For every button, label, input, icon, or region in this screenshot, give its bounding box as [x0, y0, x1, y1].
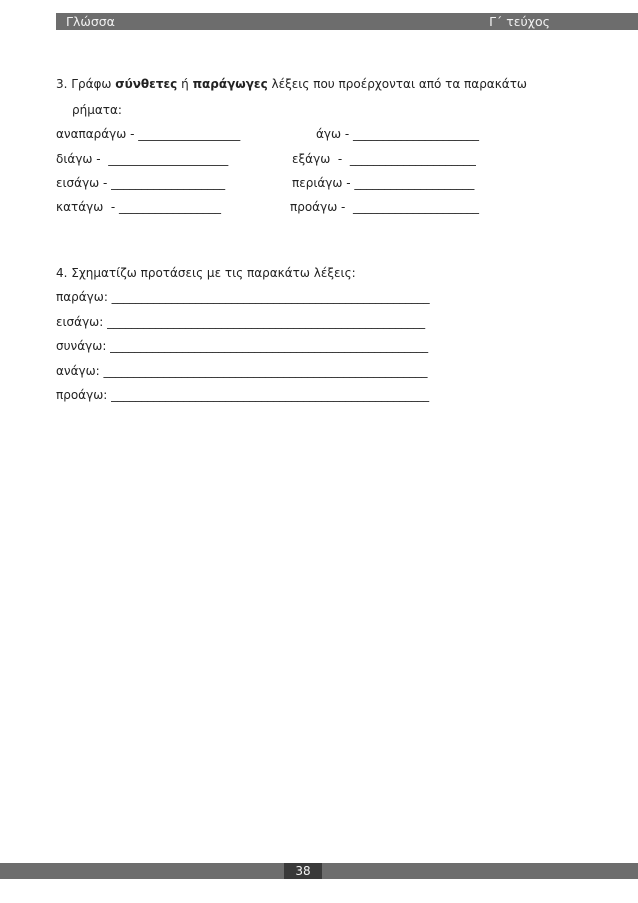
header-volume: Γ΄ τεύχος [489, 14, 550, 29]
exercise-3-bold-derivative: παράγωγες [192, 77, 268, 91]
exercise-4-line: προάγω: _____________________________________________________ [56, 388, 430, 402]
header-subject: Γλώσσα [66, 14, 115, 29]
exercise-4-line: παράγω: _____________________________________________________ [56, 290, 430, 304]
exercise-3-row-right: εξάγω - _____________________ [292, 152, 476, 166]
exercise-3-or: ή [181, 77, 189, 91]
header-bar [56, 13, 638, 30]
exercise-3-rest: λέξεις που προέρχονται από τα παρακάτω [271, 77, 527, 91]
exercise-3-row-right: περιάγω - ____________________ [292, 176, 475, 190]
exercise-4-title: 4. Σχηματίζω προτάσεις με τις παρακάτω λέξεις: [56, 266, 356, 280]
exercise-3-row-right: άγω - _____________________ [316, 127, 480, 141]
exercise-3-number: 3. [56, 77, 68, 91]
exercise-3-instruction [56, 77, 527, 91]
exercise-3-row-right: προάγω - _____________________ [290, 200, 480, 214]
exercise-3-intro: Γράφω [71, 77, 112, 91]
exercise-3-row-left: αναπαράγω - _________________ [56, 127, 241, 141]
exercise-3-bold-compound: σύνθετες [115, 77, 178, 91]
exercise-3-row-left: εισάγω - ___________________ [56, 176, 226, 190]
exercise-4-line: εισάγω: _____________________________________________________ [56, 315, 426, 329]
page-number: 38 [295, 864, 311, 878]
exercise-4-line: ανάγω: ______________________________________________________ [56, 364, 428, 378]
exercise-3-row-left: κατάγω - _________________ [56, 200, 222, 214]
exercise-4-line: συνάγω: _____________________________________________________ [56, 339, 429, 353]
exercise-3-instruction-line2: ρήματα: [72, 103, 122, 117]
exercise-3-row-left: διάγω - ____________________ [56, 152, 229, 166]
